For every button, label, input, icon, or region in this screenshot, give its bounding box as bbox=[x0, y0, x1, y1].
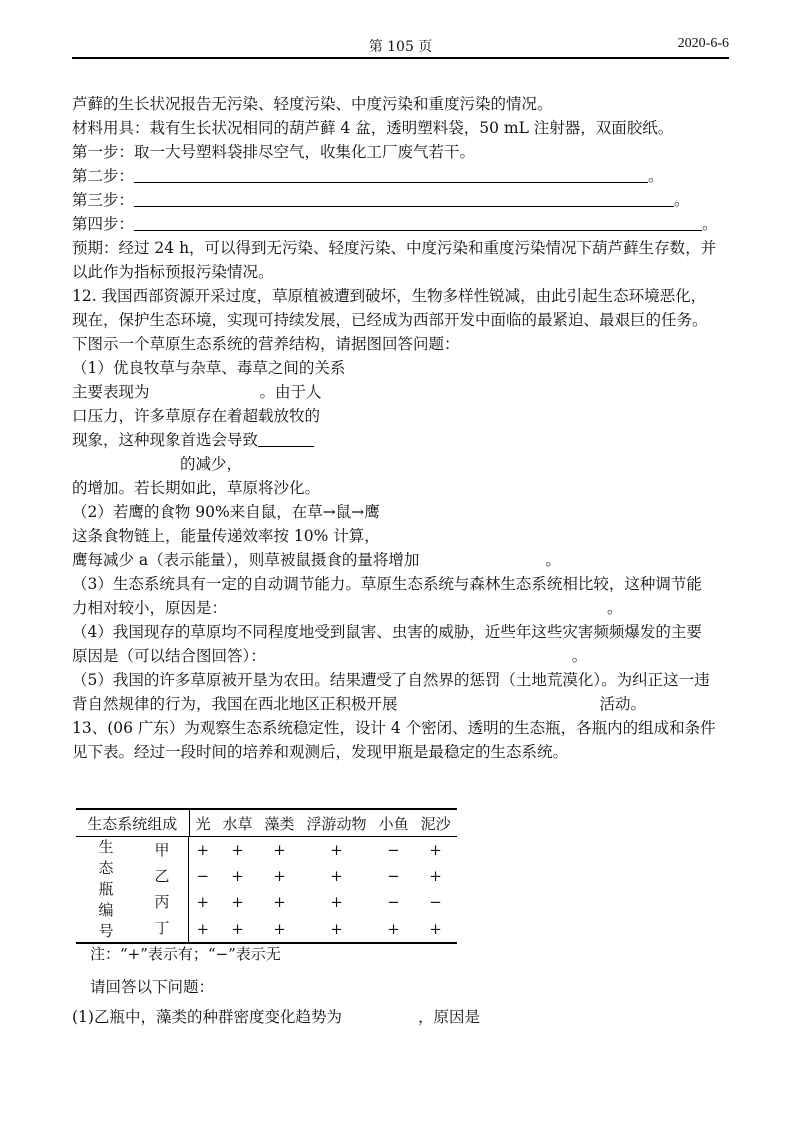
text-line bbox=[72, 380, 732, 404]
text-span: (1)乙瓶中，藻类的种群密度变化趋势为 bbox=[72, 1008, 342, 1026]
table-cell: + bbox=[273, 867, 286, 885]
text-line: （3）生态系统具有一定的自动调节能力。草原生态系统与森林生态系统相比较，这种调节能 bbox=[72, 575, 702, 593]
text-line: （2）若鹰的食物 90%来自鼠，在草→鼠→鹰 bbox=[72, 503, 380, 521]
page-number: 第 105 页 bbox=[368, 39, 433, 55]
table-cell: + bbox=[301, 915, 373, 943]
table-cell: + bbox=[330, 893, 343, 911]
table-cell: + bbox=[330, 867, 343, 885]
text-line bbox=[72, 644, 732, 668]
table-note: 注：“+”表示有；“−”表示无 bbox=[90, 945, 281, 963]
table-cell: − bbox=[387, 893, 400, 911]
table-cell: + bbox=[273, 841, 286, 859]
text-line: 口压力，许多草原存在着超载放牧的 bbox=[72, 407, 321, 425]
text-span: 。 bbox=[571, 647, 588, 665]
table-cell: + bbox=[429, 867, 442, 885]
text-line bbox=[72, 692, 732, 716]
text-span: 。 bbox=[607, 599, 623, 617]
table-cell: − bbox=[387, 841, 400, 859]
table-cell: + bbox=[373, 915, 415, 943]
table-cell: − bbox=[429, 893, 442, 911]
question-13-part1 bbox=[72, 1002, 732, 1032]
document-body bbox=[72, 92, 732, 764]
table-cell: + bbox=[415, 915, 457, 943]
punct: 。 bbox=[648, 167, 664, 185]
vertical-label-char: 编 bbox=[98, 901, 114, 919]
text-span: 主要表现为 bbox=[72, 383, 150, 401]
ecosystem-table bbox=[76, 808, 457, 944]
step-label: 第三步： bbox=[72, 191, 135, 209]
text-span: 活动。 bbox=[599, 695, 647, 713]
table-cell: + bbox=[196, 841, 210, 859]
step-two-line bbox=[72, 164, 732, 188]
prompt-line: 请回答以下问题： bbox=[90, 978, 215, 996]
table-cell: + bbox=[429, 841, 442, 859]
bottle-name: 丁 bbox=[154, 919, 170, 937]
text-span: 现象，这种现象首选会导致 bbox=[72, 431, 259, 449]
table-cell: + bbox=[231, 867, 244, 885]
question-13-prompts bbox=[72, 972, 732, 1032]
vertical-label-char: 瓶 bbox=[98, 880, 114, 898]
text-span: 原因是（可以结合图回答）： bbox=[72, 647, 266, 665]
table-header: 藻类 bbox=[259, 809, 301, 837]
text-span: 背自然规律的行为，我国在西北地区正积极开展 bbox=[72, 695, 398, 713]
vertical-label-char: 号 bbox=[98, 922, 114, 940]
text-line: 以此作为指标预报污染情况。 bbox=[72, 263, 274, 281]
table-header: 小鱼 bbox=[373, 809, 415, 837]
punct: 。 bbox=[674, 191, 690, 209]
text-line bbox=[72, 548, 732, 572]
page-header bbox=[72, 36, 729, 58]
step-label: 第四步： bbox=[72, 215, 135, 233]
text-line: 材料用具：栽有生长状况相同的葫芦藓 4 盆，透明塑料袋，50 mL 注射器，双面胶纸。 bbox=[72, 119, 674, 137]
text-span: 。由于人 bbox=[259, 383, 322, 401]
text-line: 芦藓的生长状况报告无污染、轻度污染、中度污染和重度污染的情况。 bbox=[72, 95, 553, 113]
vertical-label-char: 生 bbox=[98, 838, 114, 856]
text-line: （4）我国现存的草原均不同程度地受到鼠害、虫害的威胁，近些年这些灾害频频爆发的主要 bbox=[72, 623, 702, 641]
text-span: ，原因是 bbox=[417, 1008, 480, 1026]
punct: 。 bbox=[702, 215, 718, 233]
header-date: 2020-6-6 bbox=[677, 36, 729, 51]
table-cell: + bbox=[231, 841, 244, 859]
text-line bbox=[72, 596, 732, 620]
text-line: 现在，保护生态环境，实现可持续发展，已经成为西部开发中面临的最紧迫、最艰巨的任务。 bbox=[72, 311, 708, 329]
table-cell: − bbox=[196, 867, 210, 885]
answer-blank[interactable] bbox=[134, 190, 674, 207]
answer-blank[interactable] bbox=[134, 166, 648, 183]
bottle-name: 丙 bbox=[154, 893, 170, 911]
header-rule bbox=[72, 57, 729, 59]
bottle-name: 乙 bbox=[154, 867, 170, 885]
step-label: 第二步： bbox=[72, 167, 135, 185]
table-cell: + bbox=[273, 893, 286, 911]
question-13: 13、(06 广东）为观察生态系统稳定性，设计 4 个密闭、透明的生态瓶，各瓶内的组成和条件 bbox=[72, 719, 716, 737]
vertical-label bbox=[76, 837, 189, 944]
text-line bbox=[72, 428, 732, 452]
table-cell: − bbox=[387, 867, 400, 885]
text-span: 。 bbox=[545, 551, 561, 569]
table-cell: + bbox=[217, 915, 259, 943]
text-line: 的增加。若长期如此，草原将沙化。 bbox=[72, 479, 321, 497]
text-line: 第一步：取一大号塑料袋排尽空气，收集化工厂废气若干。 bbox=[72, 143, 476, 161]
table-header: 光 bbox=[189, 809, 217, 837]
vertical-label-char: 态 bbox=[98, 859, 114, 877]
text-line: 这条食物链上，能量传递效率按 10% 计算， bbox=[72, 527, 380, 545]
answer-blank[interactable] bbox=[258, 430, 314, 447]
text-line: 预期：经过 24 h，可以得到无污染、轻度污染、中度污染和重度污染情况下葫芦藓生存数，并 bbox=[72, 239, 717, 257]
bottle-name: 甲 bbox=[154, 841, 170, 859]
table-header: 浮游动物 bbox=[301, 809, 373, 837]
table-cell: + bbox=[259, 915, 301, 943]
table-cell: + bbox=[231, 893, 244, 911]
step-four-line bbox=[72, 212, 732, 236]
step-three-line bbox=[72, 188, 732, 212]
text-span: 的减少， bbox=[180, 455, 243, 473]
table-header: 水草 bbox=[217, 809, 259, 837]
table-cell: + bbox=[330, 841, 343, 859]
question-12: 12. 我国西部资源开采过度，草原植被遭到破坏，生物多样性锐减，由此引起生态环境恶化， bbox=[72, 287, 707, 305]
table-header: 泥沙 bbox=[415, 809, 457, 837]
text-line: 见下表。经过一段时间的培养和观测后，发现甲瓶是最稳定的生态系统。 bbox=[72, 743, 569, 761]
table-cell: + bbox=[189, 915, 217, 943]
text-span: 力相对较小，原因是： bbox=[72, 599, 228, 617]
text-span: 鹰每减少 a（表示能量），则草被鼠摄食的量将增加 bbox=[72, 551, 420, 569]
text-line: （5）我国的许多草原被开垦为农田。结果遭受了自然界的惩罚（土地荒漠化）。为纠正这一违 bbox=[72, 671, 710, 689]
table-header: 生态系统组成 bbox=[76, 809, 189, 837]
text-line bbox=[72, 452, 732, 476]
text-line: 下图示一个草原生态系统的营养结构，请据图回答问题： bbox=[72, 335, 460, 353]
table-cell: + bbox=[196, 893, 210, 911]
text-line: （1）优良牧草与杂草、毒草之间的关系 bbox=[72, 359, 346, 377]
answer-blank[interactable] bbox=[134, 214, 702, 231]
